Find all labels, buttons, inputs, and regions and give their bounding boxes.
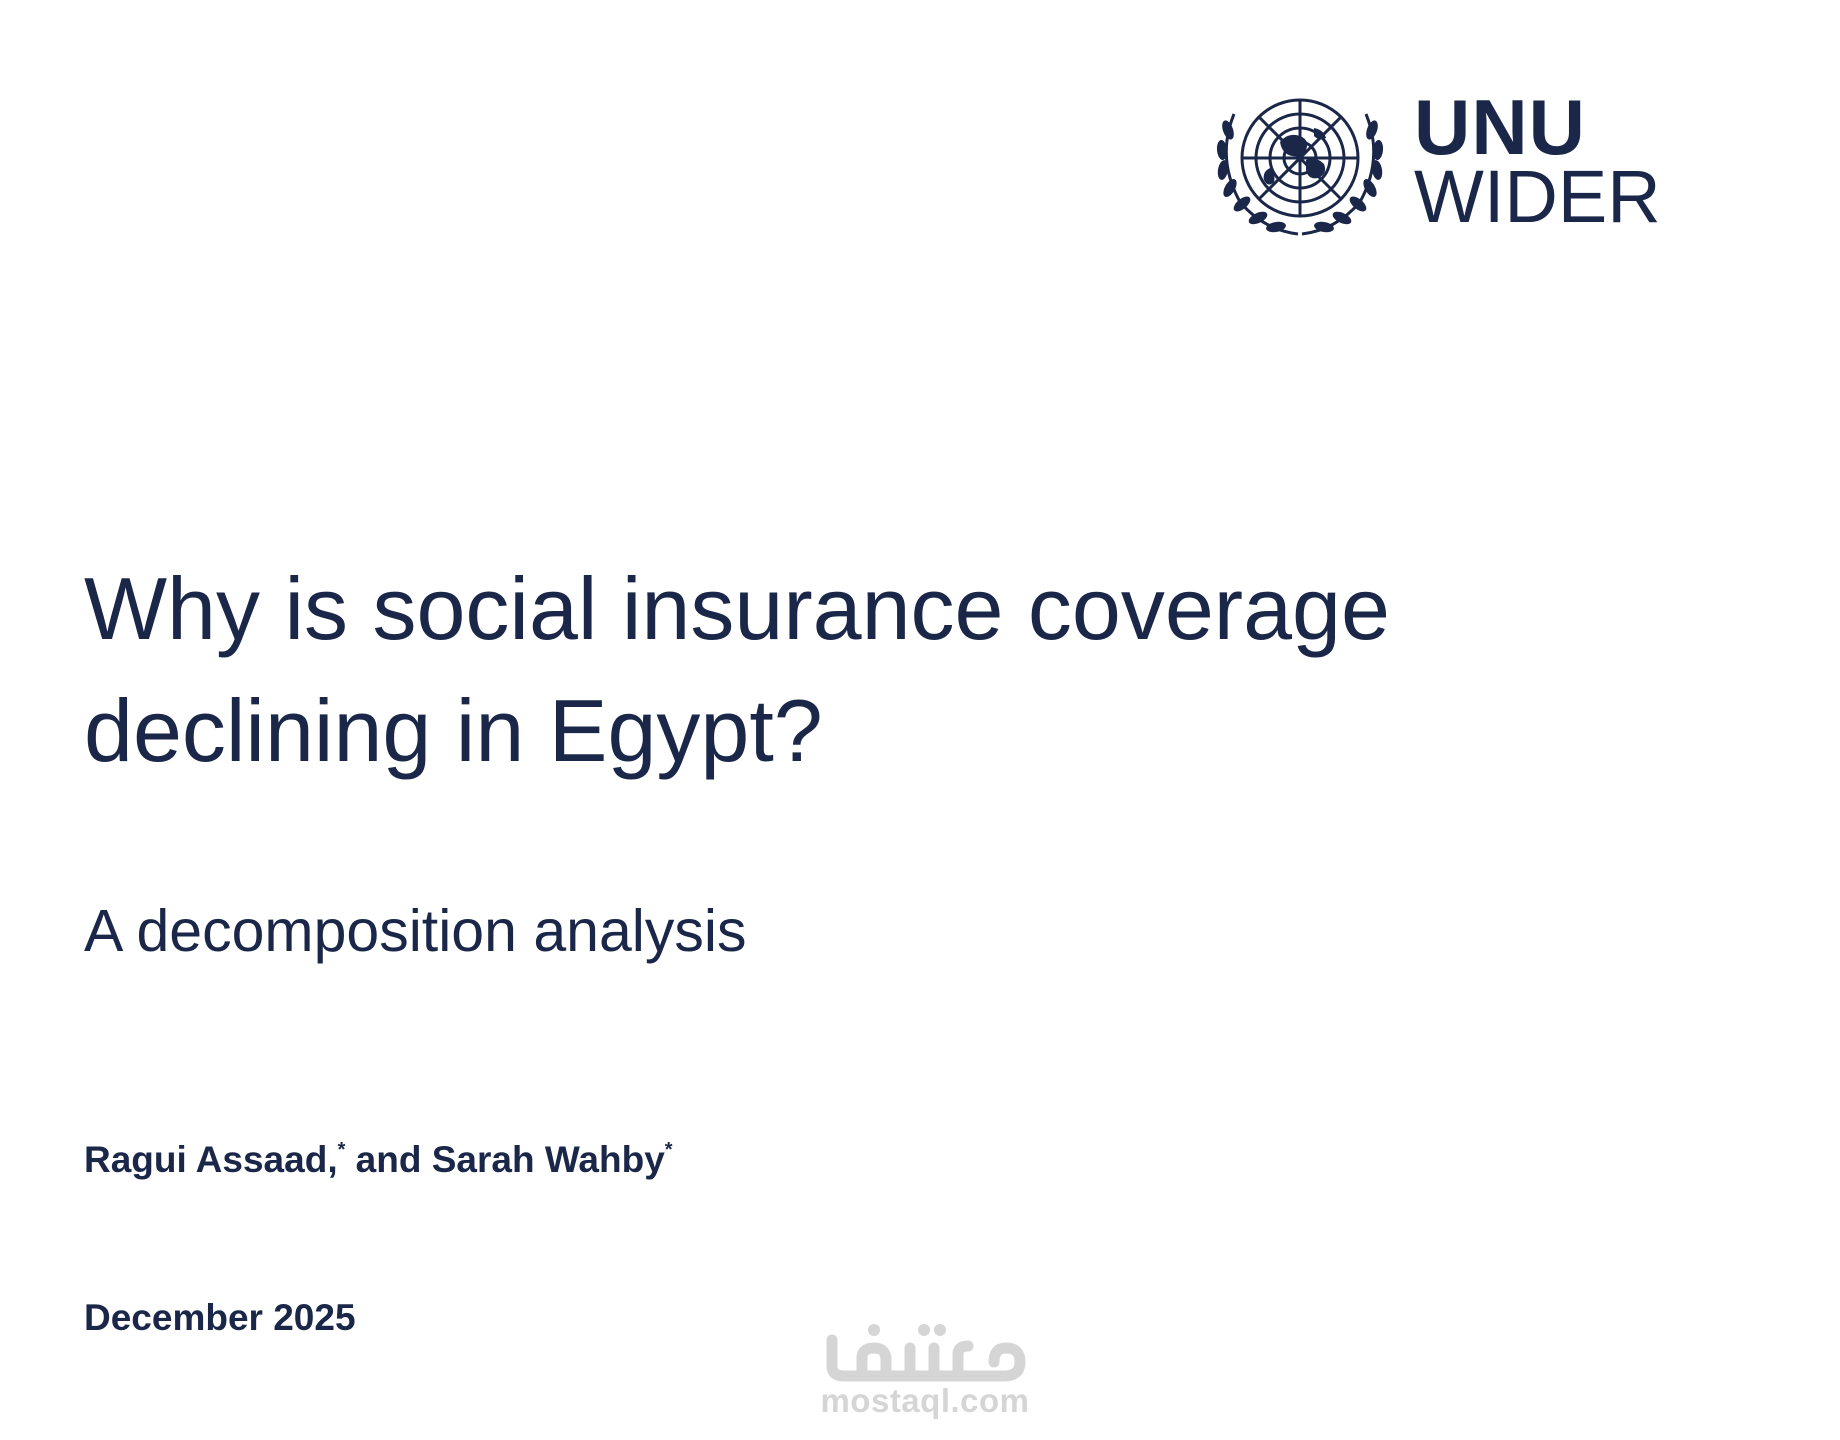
title-line-1: Why is social insurance coverage — [84, 559, 1390, 658]
un-emblem-icon — [1210, 84, 1390, 240]
author-2-footnote-mark: * — [664, 1139, 673, 1161]
author-1-name: Ragui Assaad, — [84, 1139, 338, 1180]
logo-wordmark — [1414, 83, 1661, 238]
author-list — [84, 1138, 673, 1182]
title-line-2: declining in Egypt? — [84, 681, 823, 780]
logo-unu-text: UNU — [1414, 83, 1586, 171]
mostaql-watermark — [810, 1318, 1040, 1436]
publication-date: December 2025 — [84, 1297, 356, 1338]
document-subtitle: A decomposition analysis — [84, 898, 747, 964]
mostaql-logo-icon — [818, 1318, 1034, 1384]
unu-wider-logo — [1210, 83, 1661, 244]
document-title — [84, 548, 1584, 792]
author-2-name: and Sarah Wahby — [345, 1139, 665, 1180]
logo-wider-text: WIDER — [1414, 155, 1661, 238]
author-1-footnote-mark: * — [337, 1139, 346, 1161]
watermark-text: mostaql.com — [820, 1382, 1030, 1419]
